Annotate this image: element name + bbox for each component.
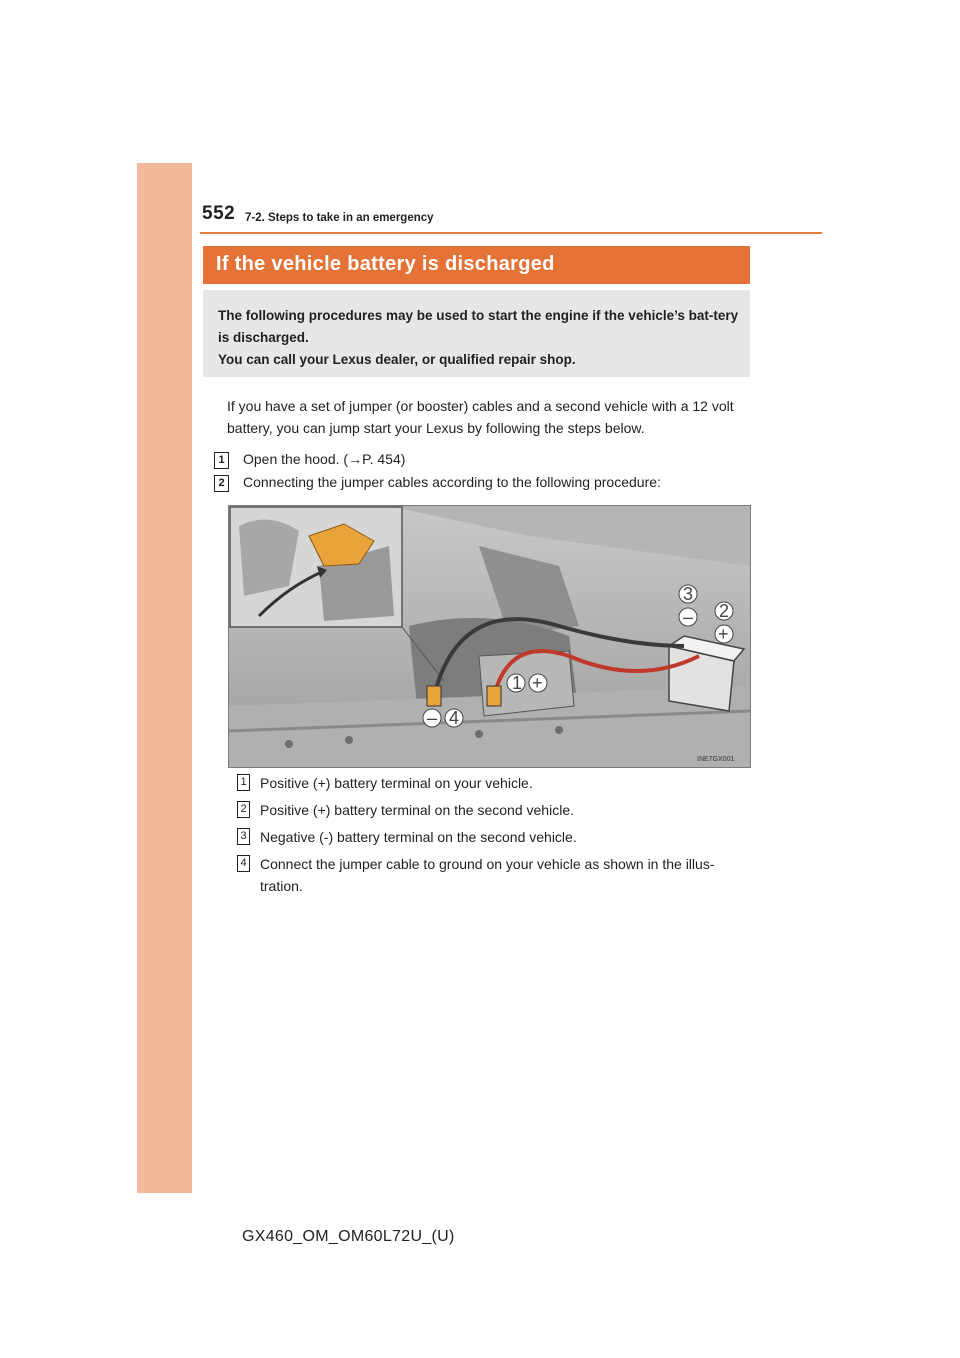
callout-3-sign: – [683,607,694,627]
page-title: If the vehicle battery is discharged [216,253,555,275]
legend-text: Connect the jumper cable to ground on your vehicle as shown in the illus-tration. [260,856,715,894]
intro-line-1: The following procedures may be used to start the engine if the vehicle’s bat-tery is discharged. [218,308,739,345]
callout-2: 2 [719,601,730,621]
legend-text: Negative (-) battery terminal on the second vehicle. [260,829,577,845]
footer-code: GX460_OM_OM60L72U_(U) [242,1228,455,1245]
body-paragraph: If you have a set of jumper (or booster) cables and a second vehicle with a 12 volt battery, you can jump start your Lexus by following the steps below. [227,398,734,436]
intro-line-2: You can call your Lexus dealer, or qualified repair shop. [218,352,576,367]
callout-2-sign: + [718,624,729,644]
step-number: 1 [214,452,229,469]
step-text: Open the hood. (→P. 454) [243,451,406,467]
intro-text [218,305,743,371]
jump-start-illustration [228,505,751,768]
engine-bay-drawing [229,506,750,767]
page-number: 552 [202,203,236,224]
legend-text: Positive (+) battery terminal on your vehicle. [260,775,533,791]
callout-1: 1 [512,673,523,693]
intro-box [203,290,750,377]
title-band [203,246,750,284]
callout-1-sign: + [532,673,543,693]
chapter-side-bar [137,163,192,1193]
legend-number: 1 [237,774,250,791]
legend-text: Positive (+) battery terminal on the second vehicle. [260,802,574,818]
callout-4: 4 [449,708,460,728]
header-rule [200,232,822,234]
step-number: 2 [214,475,229,492]
callout-4-sign: – [427,708,438,728]
step-text: Connecting the jumper cables according to the following procedure: [243,474,661,490]
section-header: 7-2. Steps to take in an emergency [245,212,434,224]
legend-number: 2 [237,801,250,818]
legend-number: 3 [237,828,250,845]
illustration-code: INE7GX001 [697,756,735,763]
callout-3: 3 [683,584,694,604]
legend-number: 4 [237,855,250,872]
